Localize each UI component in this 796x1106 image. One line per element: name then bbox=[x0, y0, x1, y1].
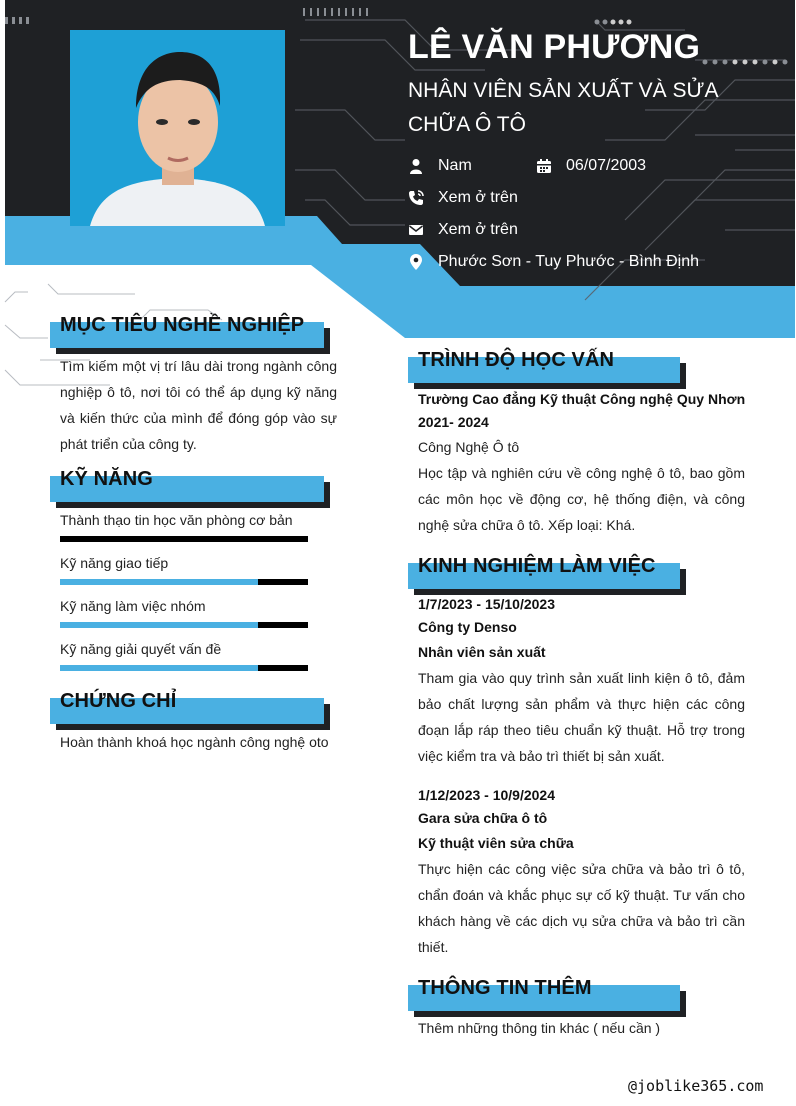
calendar-icon bbox=[536, 158, 552, 174]
skill-bar bbox=[60, 536, 308, 542]
objective-text: Tìm kiếm một vị trí lâu dài trong ngành công nghiệp ô tô, nơi tôi có thể áp dụng kỹ năng và kiến thức của mình để đóng góp vào sự phát triển của công ty. bbox=[60, 358, 337, 452]
skill-bar bbox=[60, 579, 308, 585]
birthday-text: 06/07/2003 bbox=[566, 157, 647, 174]
objective-heading: MỤC TIÊU NGHỀ NGHIỆP bbox=[50, 322, 324, 348]
additional-text: Thêm những thông tin khác ( nếu cần ) bbox=[418, 1020, 661, 1036]
phone-text: Xem ở trên bbox=[438, 189, 518, 206]
job-position: Kỹ thuật viên sửa chữa bbox=[418, 835, 574, 851]
education-major: Công Nghệ Ô tô bbox=[418, 439, 520, 455]
job-title: NHÂN VIÊN SẢN XUẤT VÀ SỬA CHỮA Ô TÔ bbox=[408, 79, 718, 136]
job-company: Công ty Denso bbox=[418, 619, 517, 635]
address-row bbox=[408, 250, 699, 274]
email-text: Xem ở trên bbox=[438, 221, 518, 238]
location-pin-icon bbox=[408, 254, 424, 270]
birthday-row bbox=[536, 154, 646, 178]
skill-label: Thành thạo tin học văn phòng cơ bản bbox=[60, 512, 293, 528]
watermark: @joblike365.com bbox=[628, 1077, 764, 1095]
job-period: 1/7/2023 - 15/10/2023 bbox=[418, 596, 556, 612]
skill-label: Kỹ năng làm việc nhóm bbox=[60, 598, 206, 614]
job-description: Tham gia vào quy trình sản xuất linh kiện ô tô, đảm bảo chất lượng sản phẩm và thực hiện các công đoạn lắp ráp theo tiêu chuẩn kỹ thuật. Hỗ trợ trong việc kiểm tra và bảo trì thiết bị sản xuất. bbox=[418, 670, 745, 764]
envelope-icon bbox=[408, 222, 424, 238]
certificates-heading: CHỨNG CHỈ bbox=[50, 698, 324, 724]
job-period: 1/12/2023 - 10/9/2024 bbox=[418, 787, 556, 803]
education-description: Học tập và nghiên cứu về công nghệ ô tô, bao gồm các môn học về động cơ, hệ thống điện, và công nghệ sửa chữa ô tô. Xếp loại: Khá. bbox=[418, 465, 745, 533]
email-row bbox=[408, 218, 518, 242]
job-description: Thực hiện các công việc sửa chữa và bảo trì ô tô, chẩn đoán và khắc phục sự cố kỹ thuật. Tư vấn cho khách hàng về các dịch vụ sửa chữa và bảo trì cần thiết. bbox=[418, 861, 745, 955]
candidate-name: LÊ VĂN PHƯƠNG bbox=[408, 28, 701, 66]
gender-text: Nam bbox=[438, 157, 472, 174]
skill-bar bbox=[60, 622, 308, 628]
phone-icon bbox=[408, 190, 424, 206]
person-icon bbox=[408, 158, 424, 174]
job-position: Nhân viên sản xuất bbox=[418, 644, 546, 660]
certificate-text: Hoàn thành khoá học ngành công nghệ oto bbox=[60, 734, 329, 750]
phone-row bbox=[408, 186, 518, 210]
additional-heading: THÔNG TIN THÊM bbox=[408, 985, 680, 1011]
address-text: Phước Sơn - Tuy Phước - Bình Định bbox=[438, 253, 699, 270]
skills-heading: KỸ NĂNG bbox=[50, 476, 324, 502]
education-period: 2021- 2024 bbox=[418, 414, 489, 430]
education-heading: TRÌNH ĐỘ HỌC VẤN bbox=[408, 357, 680, 383]
experience-heading: KINH NGHIỆM LÀM VIỆC bbox=[408, 563, 680, 589]
gender-row bbox=[408, 154, 472, 178]
skill-label: Kỹ năng giải quyết vấn đề bbox=[60, 641, 222, 657]
skill-bar bbox=[60, 665, 308, 671]
school-name: Trường Cao đẳng Kỹ thuật Công nghệ Quy Nhơn bbox=[418, 391, 746, 407]
job-company: Gara sửa chữa ô tô bbox=[418, 810, 548, 826]
profile-photo bbox=[70, 30, 285, 226]
skill-label: Kỹ năng giao tiếp bbox=[60, 555, 169, 571]
